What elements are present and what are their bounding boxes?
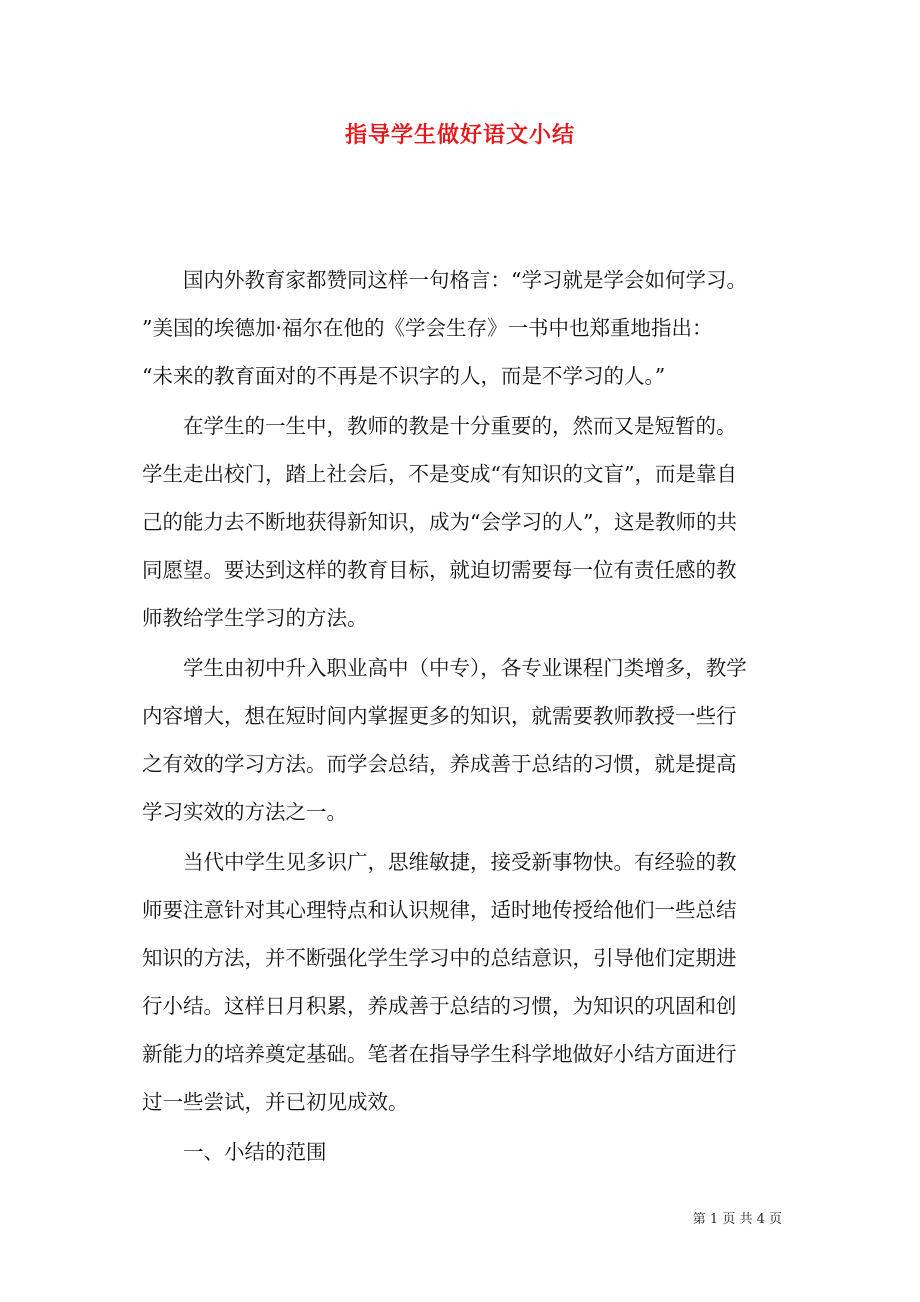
section-heading: 一、小结的范围	[142, 1140, 327, 1164]
body-line: 之有效的学习方法。而学会总结，养成善于总结的习惯，就是提高	[142, 752, 737, 776]
body-line: 己的能力去不断地获得新知识，成为“会学习的人”，这是教师的共	[142, 510, 737, 534]
body-line: 国内外教育家都赞同这样一句格言：“学习就是学会如何学习。	[142, 268, 747, 292]
body-line: 学生走出校门，踏上社会后，不是变成“有知识的文盲”，而是靠自	[142, 462, 737, 486]
body-line: ”美国的埃德加·福尔在他的《学会生存》一书中也郑重地指出：	[142, 316, 713, 340]
document-title: 指导学生做好语文小结	[344, 122, 575, 148]
body-line: 学生由初中升入职业高中（中专），各专业课程门类增多，教学	[142, 656, 747, 680]
body-line: 在学生的一生中，教师的教是十分重要的，然而又是短暂的。	[142, 414, 737, 438]
body-line: 内容增大，想在短时间内掌握更多的知识，就需要教师教授一些行	[142, 704, 737, 728]
page-number: 第 1 页 共 4 页	[692, 1212, 782, 1227]
body-line: “未来的教育面对的不再是不识字的人，而是不学习的人。”	[142, 364, 666, 388]
body-line: 新能力的培养奠定基础。笔者在指导学生科学地做好小结方面进行	[142, 1042, 737, 1066]
body-line: 当代中学生见多识广，思维敏捷，接受新事物快。有经验的教	[142, 850, 737, 874]
body-line: 知识的方法，并不断强化学生学习中的总结意识，引导他们定期进	[142, 946, 737, 970]
body-line: 师要注意针对其心理特点和认识规律，适时地传授给他们一些总结	[142, 898, 737, 922]
body-line: 行小结。这样日月积累，养成善于总结的习惯，为知识的巩固和创	[142, 994, 737, 1018]
body-line: 同愿望。要达到这样的教育目标，就迫切需要每一位有责任感的教	[142, 558, 737, 582]
body-line: 学习实效的方法之一。	[142, 800, 347, 824]
body-line: 过一些尝试，并已初见成效。	[142, 1090, 409, 1114]
body-line: 师教给学生学习的方法。	[142, 606, 368, 630]
